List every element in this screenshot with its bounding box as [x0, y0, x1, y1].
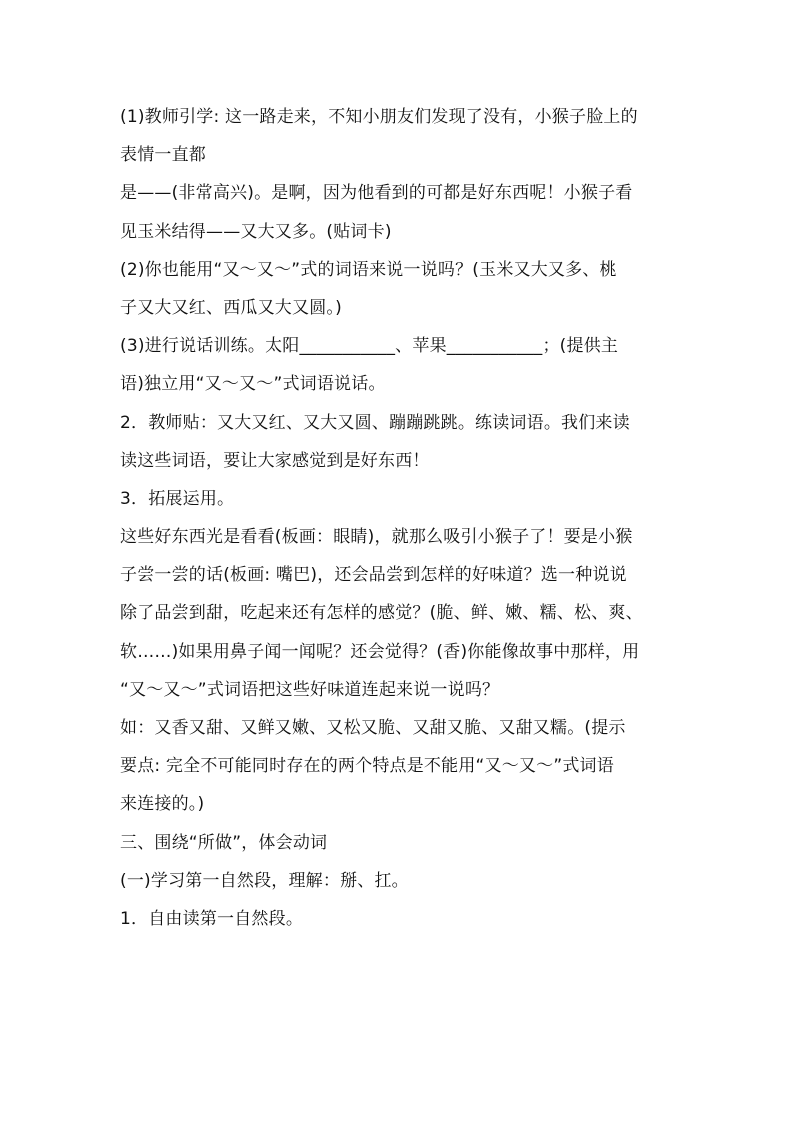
text-line: 要点: 完全不可能同时存在的两个特点是不能用“又～又～”式词语 [120, 756, 614, 777]
text-line: 见玉米结得——又大又多。(贴词卡) [120, 221, 392, 242]
text-line: 是——(非常高兴)。是啊，因为他看到的可都是好东西呢！小猴子看 [120, 183, 633, 204]
text-line: 子又大又红、西瓜又大又圆。) [120, 297, 342, 318]
text-line: 1．自由读第一自然段。 [120, 908, 304, 929]
text-line: 这些好东西光是看看(板画：眼睛)，就那么吸引小猴子了！要是小猴 [120, 527, 633, 548]
text-line: (3)进行说话训练。太阳___________、苹果___________；(提供主 [120, 336, 619, 357]
text-line: 2．教师贴：又大又红、又大又圆、蹦蹦跳跳。练读词语。我们来读 [120, 412, 630, 433]
text-line: 3．拓展运用。 [120, 488, 235, 509]
text-line: 除了品尝到甜，吃起来还有怎样的感觉？(脆、鲜、嫩、糯、松、爽、 [120, 603, 643, 624]
text-line: 软……)如果用鼻子闻一闻呢？还会觉得？(香)你能像故事中那样，用 [120, 641, 640, 662]
document-body [120, 102, 680, 942]
text-line: 读这些词语，要让大家感觉到是好东西！ [120, 450, 430, 471]
text-line: 语)独立用“又～又～”式词语说话。 [120, 374, 386, 395]
text-line: (2)你也能用“又～又～”式的词语来说一说吗？(玉米又大又多、桃 [120, 259, 617, 280]
text-line: 如：又香又甜、又鲜又嫩、又松又脆、又甜又脆、又甜又糯。(提示 [120, 718, 626, 738]
text-line: 子尝一尝的话(板画: 嘴巴)，还会品尝到怎样的好味道？选一种说说 [120, 565, 627, 586]
text-line: (1)教师引学: 这一路走来，不知小朋友们发现了没有，小猴子脸上的 [120, 107, 638, 127]
text-line: “又～又～”式词语把这些好味道连起来说一说吗？ [120, 679, 500, 700]
text-line: 来连接的。) [120, 794, 205, 815]
subsection-heading: (一)学习第一自然段，理解：掰、扛。 [120, 870, 409, 891]
section-heading: 三、围绕“所做”，体会动词 [120, 832, 328, 853]
text-line: 表情一直都 [120, 145, 206, 166]
